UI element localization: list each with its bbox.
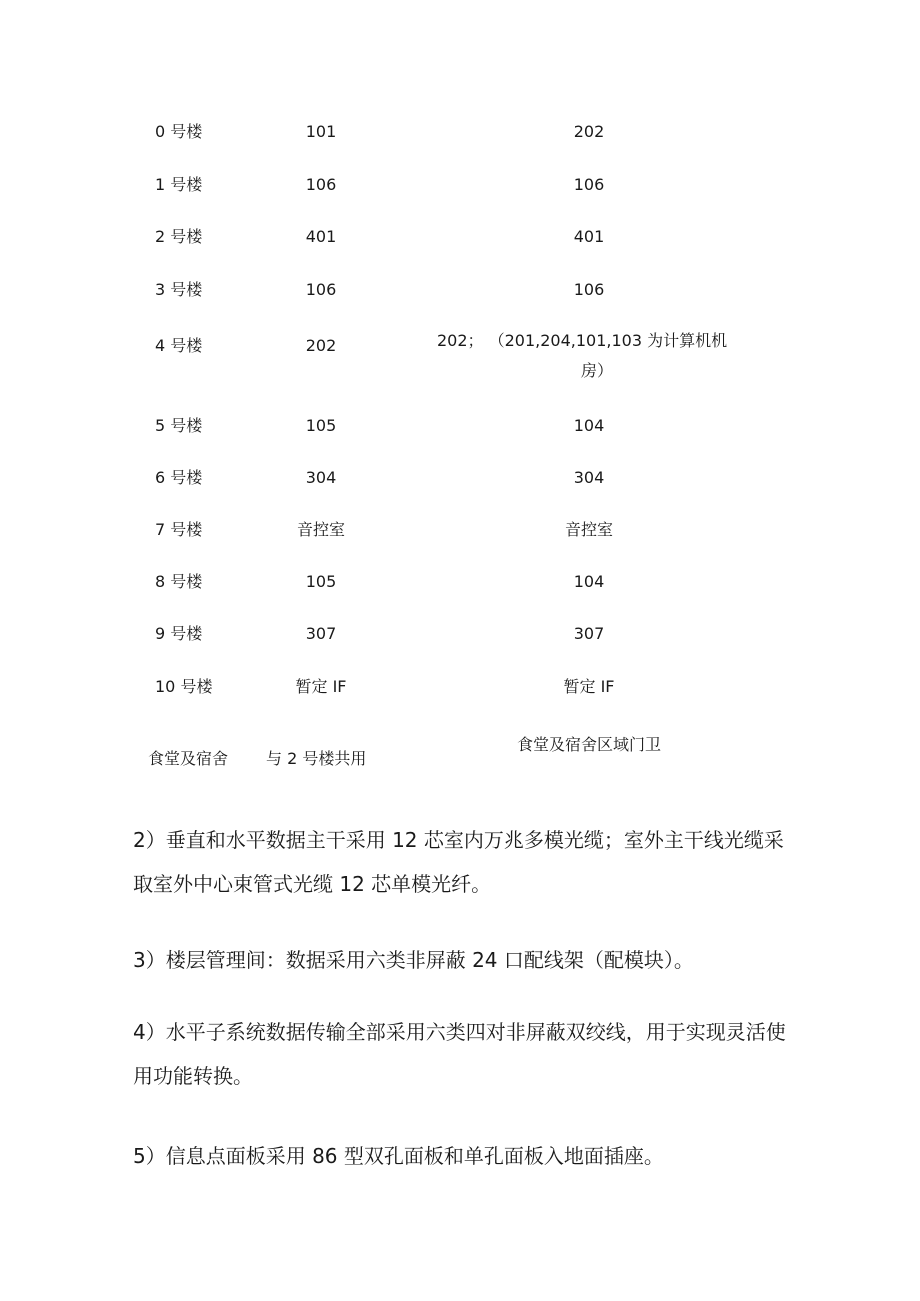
room-b-line2: 房） bbox=[580, 361, 613, 380]
table-row bbox=[0, 622, 920, 662]
room-b-line1: 202； （201,204,101,103 为计算机机 bbox=[437, 331, 728, 350]
building-name: 食堂及宿舍 bbox=[148, 749, 229, 768]
room-b: 暂定 IF bbox=[563, 677, 615, 696]
table-row bbox=[0, 733, 920, 783]
building-name: 0 号楼 bbox=[155, 122, 203, 141]
building-name: 4 号楼 bbox=[155, 336, 203, 355]
table-row bbox=[0, 278, 920, 318]
building-name: 6 号楼 bbox=[155, 468, 203, 487]
room-a: 105 bbox=[305, 416, 337, 435]
room-b: 104 bbox=[573, 416, 605, 435]
room-a: 106 bbox=[305, 175, 337, 194]
building-name: 7 号楼 bbox=[155, 520, 203, 539]
paragraph-4: 4）水平子系统数据传输全部采用六类四对非屏蔽双绞线，用于实现灵活使用功能转换。 bbox=[133, 1020, 786, 1088]
room-a: 101 bbox=[305, 122, 337, 141]
room-b: 106 bbox=[573, 175, 605, 194]
room-b-multiline bbox=[437, 326, 757, 386]
room-b: 104 bbox=[573, 572, 605, 591]
building-name: 3 号楼 bbox=[155, 280, 203, 299]
room-a: 与 2 号楼共用 bbox=[266, 749, 367, 768]
room-b: 304 bbox=[573, 468, 605, 487]
room-a: 暂定 IF bbox=[295, 677, 347, 696]
table-row bbox=[0, 414, 920, 454]
room-a: 304 bbox=[305, 468, 337, 487]
room-a: 307 bbox=[305, 624, 337, 643]
table-row bbox=[0, 675, 920, 715]
table-row bbox=[0, 518, 920, 558]
room-a: 106 bbox=[305, 280, 337, 299]
table-row bbox=[0, 466, 920, 506]
room-b: 307 bbox=[573, 624, 605, 643]
table-row bbox=[0, 570, 920, 610]
table-row bbox=[0, 173, 920, 213]
room-b: 食堂及宿舍区域门卫 bbox=[516, 735, 662, 754]
room-b: 音控室 bbox=[564, 520, 614, 539]
paragraph-2: 2）垂直和水平数据主干采用 12 芯室内万兆多模光缆；室外主干线光缆采取室外中心束管式光缆 12 芯单模光纤。 bbox=[133, 828, 784, 896]
table-row bbox=[0, 120, 920, 160]
room-a: 401 bbox=[305, 227, 337, 246]
table-row bbox=[0, 225, 920, 265]
room-b: 202 bbox=[573, 122, 605, 141]
building-name: 1 号楼 bbox=[155, 175, 203, 194]
building-name: 8 号楼 bbox=[155, 572, 203, 591]
paragraph-3: 3）楼层管理间：数据采用六类非屏蔽 24 口配线架（配模块）。 bbox=[133, 948, 694, 972]
room-a: 202 bbox=[305, 336, 337, 355]
building-name: 2 号楼 bbox=[155, 227, 203, 246]
room-a: 音控室 bbox=[296, 520, 346, 539]
room-a: 105 bbox=[305, 572, 337, 591]
room-b: 106 bbox=[573, 280, 605, 299]
building-name: 10 号楼 bbox=[155, 677, 213, 696]
paragraph-5: 5）信息点面板采用 86 型双孔面板和单孔面板入地面插座。 bbox=[133, 1144, 664, 1168]
building-name: 5 号楼 bbox=[155, 416, 203, 435]
building-name: 9 号楼 bbox=[155, 624, 203, 643]
room-b: 401 bbox=[573, 227, 605, 246]
